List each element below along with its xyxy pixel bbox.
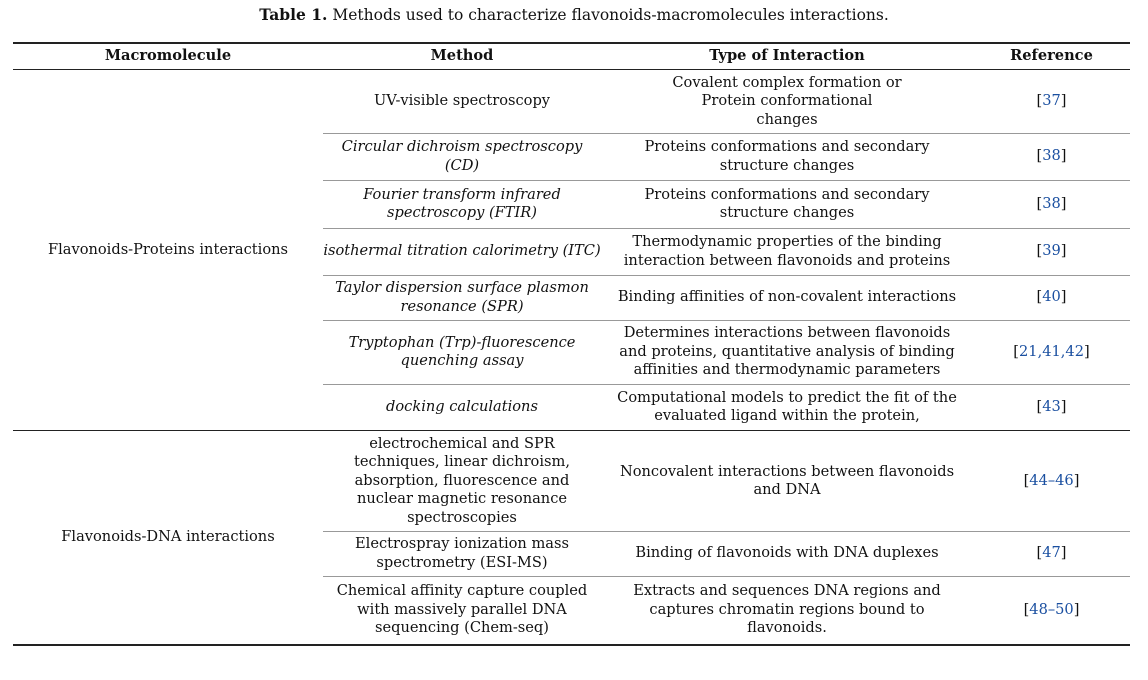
- bracket-open: [: [1036, 242, 1043, 260]
- cell-text-line: Protein conformational: [701, 92, 873, 110]
- reference-cell: [973, 180, 1130, 228]
- reference-link[interactable]: 43: [1042, 397, 1061, 415]
- cell-text-line: sequencing (Chem-seq): [375, 619, 549, 637]
- cell-text-line: electrochemical and SPR: [369, 434, 555, 452]
- cell-text-line: interaction between flavonoids and proteins: [623, 251, 951, 269]
- cell-text-line: Proteins conformations and secondary: [644, 185, 930, 203]
- reference-cell: [973, 228, 1130, 275]
- cell-text-line: docking calculations: [386, 397, 538, 415]
- interaction-cell: [601, 531, 973, 576]
- group-label-dna: Flavonoids-DNA interactions: [61, 528, 275, 546]
- bottom-rule: [13, 644, 1130, 646]
- table-label: Table 1.: [259, 5, 328, 24]
- bracket-close: ]: [1084, 342, 1090, 360]
- cell-text-line: Taylor dispersion surface plasmon: [335, 279, 589, 296]
- cell-text-line: Covalent complex formation or: [672, 73, 902, 91]
- cell-text-line: and proteins, quantitative analysis of binding: [619, 342, 955, 360]
- cell-text-line: and DNA: [753, 481, 821, 498]
- reference-brackets: [1037, 92, 1067, 111]
- cell-text-line: Chemical affinity capture coupled: [336, 582, 588, 600]
- bracket-open: [: [1023, 600, 1030, 618]
- bracket-close: ]: [1060, 288, 1067, 306]
- header-macromolecule: Macromolecule: [104, 47, 232, 65]
- method-cell: [323, 431, 601, 531]
- cell-text-line: Noncovalent interactions between flavonoids: [619, 462, 955, 480]
- bracket-close: ]: [1060, 147, 1067, 165]
- cell-text-line: Circular dichroism spectroscopy: [341, 138, 583, 155]
- reference-brackets: [1013, 343, 1089, 362]
- interaction-cell: [601, 275, 973, 320]
- reference-cell: [973, 576, 1130, 644]
- bracket-open: [: [1013, 342, 1019, 360]
- reference-link[interactable]: 39: [1042, 242, 1061, 260]
- cell-text-line: Extracts and sequences DNA regions and: [633, 582, 941, 600]
- reference-cell: [973, 133, 1130, 180]
- reference-link[interactable]: 44–46: [1029, 471, 1074, 489]
- method-cell: [323, 531, 601, 576]
- reference-link[interactable]: 38: [1042, 147, 1061, 165]
- cell-text-line: evaluated ligand within the protein,: [654, 407, 920, 424]
- reference-link[interactable]: 21,41,42: [1019, 342, 1084, 360]
- cell-text-line: Proteins conformations and secondary: [644, 138, 930, 155]
- cell-text-line: UV-visible spectroscopy: [373, 92, 551, 110]
- header-type-of-interaction: Type of Interaction: [709, 47, 865, 65]
- reference-link[interactable]: 48–50: [1029, 600, 1074, 618]
- bracket-open: [: [1023, 471, 1030, 489]
- header-reference: Reference: [1010, 47, 1093, 65]
- reference-brackets: [1037, 544, 1067, 563]
- interaction-cell: [601, 70, 973, 133]
- bracket-open: [: [1036, 194, 1043, 212]
- reference-brackets: [1024, 601, 1080, 620]
- bracket-close: ]: [1060, 92, 1067, 110]
- reference-link[interactable]: 40: [1042, 288, 1061, 306]
- bracket-close: ]: [1060, 242, 1067, 260]
- method-cell: [323, 320, 601, 384]
- bracket-close: ]: [1073, 600, 1080, 618]
- cell-text-line: Binding affinities of non-covalent interactions: [617, 288, 957, 306]
- cell-text-line: Fourier transform infrared: [363, 185, 561, 203]
- cell-text-line: nuclear magnetic resonance: [356, 490, 568, 508]
- method-cell: [323, 228, 601, 275]
- cell-text-line: structure changes: [719, 204, 855, 221]
- method-cell: [323, 275, 601, 320]
- table-title: Methods used to characterize flavonoids-macromolecules interactions.: [332, 6, 889, 24]
- cell-text-line: resonance (SPR): [400, 297, 524, 315]
- interaction-cell: [601, 320, 973, 384]
- bracket-open: [: [1036, 92, 1043, 110]
- reference-brackets: [1037, 242, 1067, 261]
- cell-text-line: techniques, linear dichroism,: [354, 453, 570, 471]
- cell-text-line: Computational models to predict the fit of the: [617, 388, 957, 406]
- interaction-cell: [601, 133, 973, 180]
- reference-brackets: [1037, 195, 1067, 214]
- cell-text-line: Binding of flavonoids with DNA duplexes: [635, 544, 939, 562]
- cell-text-line: Determines interactions between flavonoids: [623, 324, 951, 342]
- bracket-close: ]: [1060, 194, 1067, 212]
- reference-cell: [973, 431, 1130, 531]
- cell-text-line: spectrometry (ESI-MS): [376, 553, 548, 571]
- cell-text-line: structure changes: [719, 156, 855, 174]
- bracket-open: [: [1036, 147, 1043, 165]
- interaction-cell: [601, 431, 973, 531]
- cell-text-line: Tryptophan (Trp)-fluorescence: [348, 333, 576, 351]
- reference-cell: [973, 320, 1130, 384]
- reference-link[interactable]: 47: [1042, 544, 1061, 562]
- table-caption: [0, 5, 1148, 24]
- reference-cell: [973, 70, 1130, 133]
- interaction-cell: [601, 576, 973, 644]
- cell-text-line: with massively parallel DNA: [357, 600, 567, 618]
- method-cell: [323, 576, 601, 644]
- cell-text-line: spectroscopy (FTIR): [387, 204, 537, 221]
- cell-text-line: (CD): [444, 156, 480, 174]
- reference-link[interactable]: 38: [1042, 194, 1061, 212]
- bracket-close: ]: [1060, 397, 1067, 415]
- interaction-cell: [601, 180, 973, 228]
- reference-brackets: [1024, 472, 1080, 491]
- reference-cell: [973, 384, 1130, 430]
- group-label-proteins: Flavonoids-Proteins interactions: [47, 240, 289, 258]
- bracket-close: ]: [1073, 471, 1080, 489]
- interaction-cell: [601, 384, 973, 430]
- reference-cell: [973, 275, 1130, 320]
- cell-text-line: spectroscopies: [407, 508, 517, 526]
- cell-text-line: quenching assay: [400, 352, 524, 369]
- bracket-open: [: [1036, 397, 1043, 415]
- method-cell: [323, 384, 601, 430]
- reference-brackets: [1037, 147, 1067, 166]
- cell-text-line: Electrospray ionization mass: [355, 535, 569, 552]
- reference-cell: [973, 531, 1130, 576]
- interaction-cell: [601, 228, 973, 275]
- reference-brackets: [1037, 288, 1067, 307]
- method-cell: [323, 133, 601, 180]
- bracket-close: ]: [1060, 544, 1067, 562]
- cell-text-line: changes: [756, 110, 818, 128]
- bracket-open: [: [1036, 288, 1043, 306]
- method-cell: [323, 70, 601, 133]
- cell-text-line: affinities and thermodynamic parameters: [633, 361, 941, 379]
- cell-text-line: flavonoids.: [747, 619, 827, 637]
- reference-brackets: [1037, 398, 1067, 417]
- cell-text-line: captures chromatin regions bound to: [649, 600, 925, 618]
- method-cell: [323, 180, 601, 228]
- cell-text-line: Thermodynamic properties of the binding: [632, 233, 942, 250]
- bracket-open: [: [1036, 544, 1043, 562]
- reference-link[interactable]: 37: [1042, 92, 1061, 110]
- header-method: Method: [430, 47, 494, 65]
- cell-text-line: isothermal titration calorimetry (ITC): [323, 242, 601, 260]
- cell-text-line: absorption, fluorescence and: [354, 471, 570, 489]
